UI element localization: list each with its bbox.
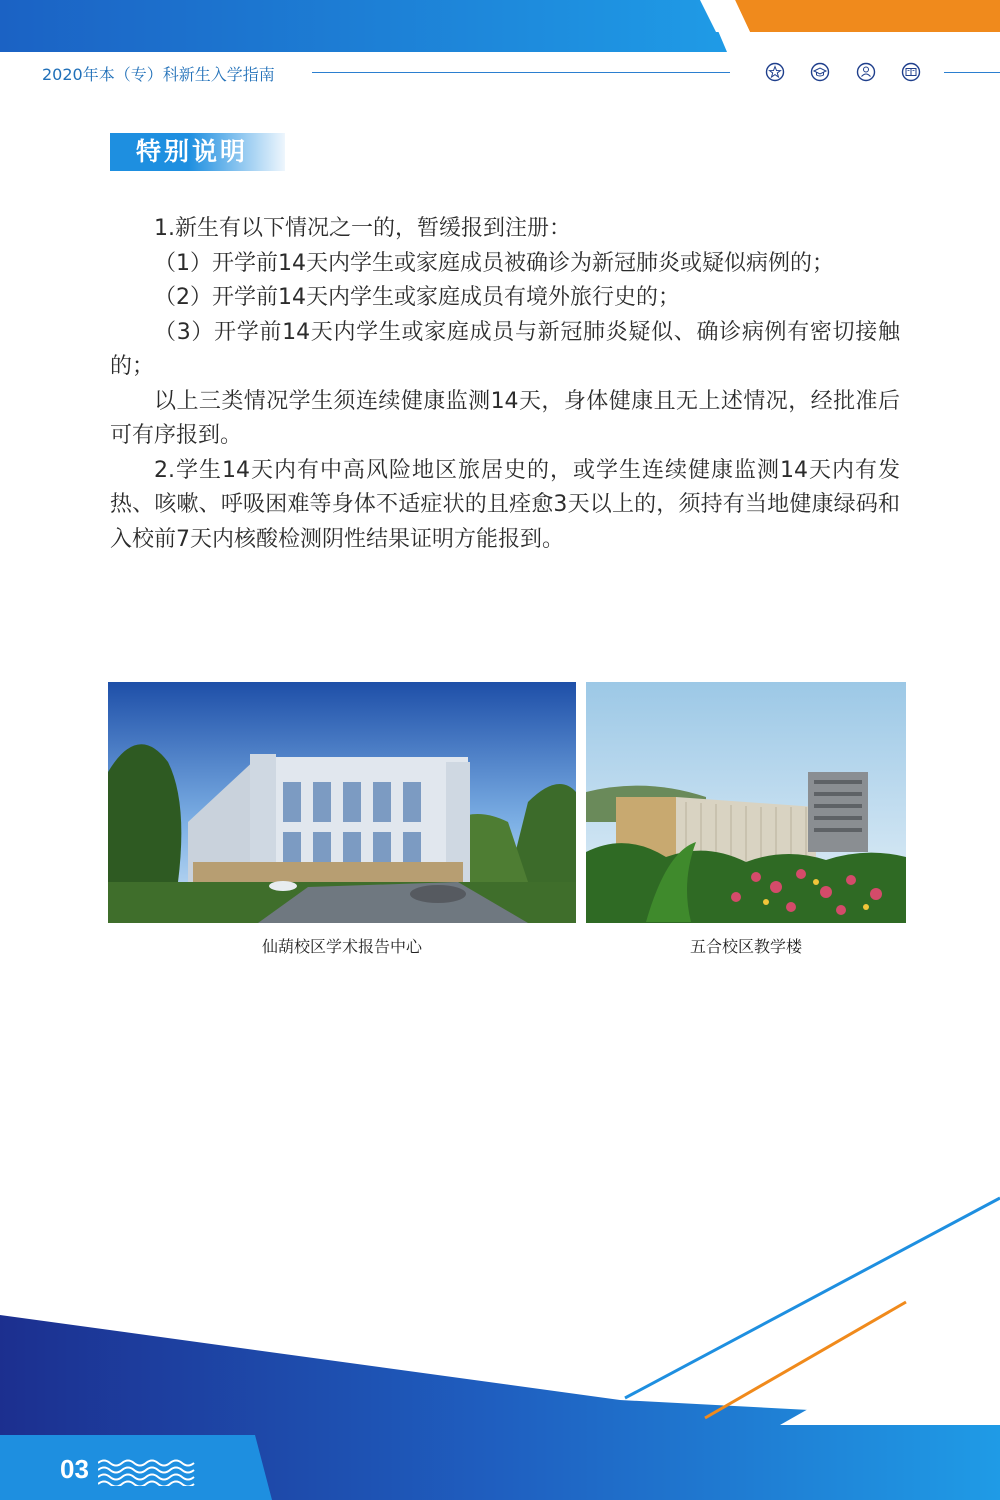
campus-photo-report-center — [108, 682, 576, 923]
notice-paragraph: 2.学生14天内有中高风险地区旅居史的，或学生连续健康监测14天内有发热、咳嗽、呼吸困难等身体不适症状的且痊愈3天以上的，须持有当地健康绿码和入校前7天内核酸检测阴性结果证明方能报到。 — [110, 457, 900, 552]
photo-caption: 五合校区教学楼 — [689, 937, 802, 956]
wave-icon — [98, 1458, 198, 1486]
notice-paragraph: （3）开学前14天内学生或家庭成员与新冠肺炎疑似、确诊病例有密切接触的； — [110, 319, 900, 379]
star-icon — [765, 62, 785, 82]
notice-paragraph: 1.新生有以下情况之一的，暂缓报到注册： — [154, 216, 571, 241]
header-title: 2020年本（专）科新生入学指南 — [42, 65, 275, 84]
person-icon — [856, 62, 876, 82]
notice-body — [110, 212, 900, 557]
notice-paragraph: （2）开学前14天内学生或家庭成员有境外旅行史的； — [154, 285, 680, 310]
section-heading: 特别说明 — [110, 133, 285, 171]
book-icon — [901, 62, 921, 82]
notice-paragraph: 以上三类情况学生须连续健康监测14天，身体健康且无上述情况，经批准后可有序报到。 — [110, 388, 900, 448]
photo-caption: 仙葫校区学术报告中心 — [261, 937, 422, 956]
notice-paragraph: （1）开学前14天内学生或家庭成员被确诊为新冠肺炎或疑似病例的； — [154, 250, 834, 276]
campus-photo-teaching-building — [586, 682, 906, 923]
bottom-decor — [0, 1190, 1000, 1500]
header-divider-left — [312, 72, 730, 73]
page-number: 03 — [60, 1454, 89, 1484]
header-divider-right — [944, 72, 1000, 73]
top-decor-bar — [0, 0, 1000, 60]
graduation-cap-icon — [810, 62, 830, 82]
